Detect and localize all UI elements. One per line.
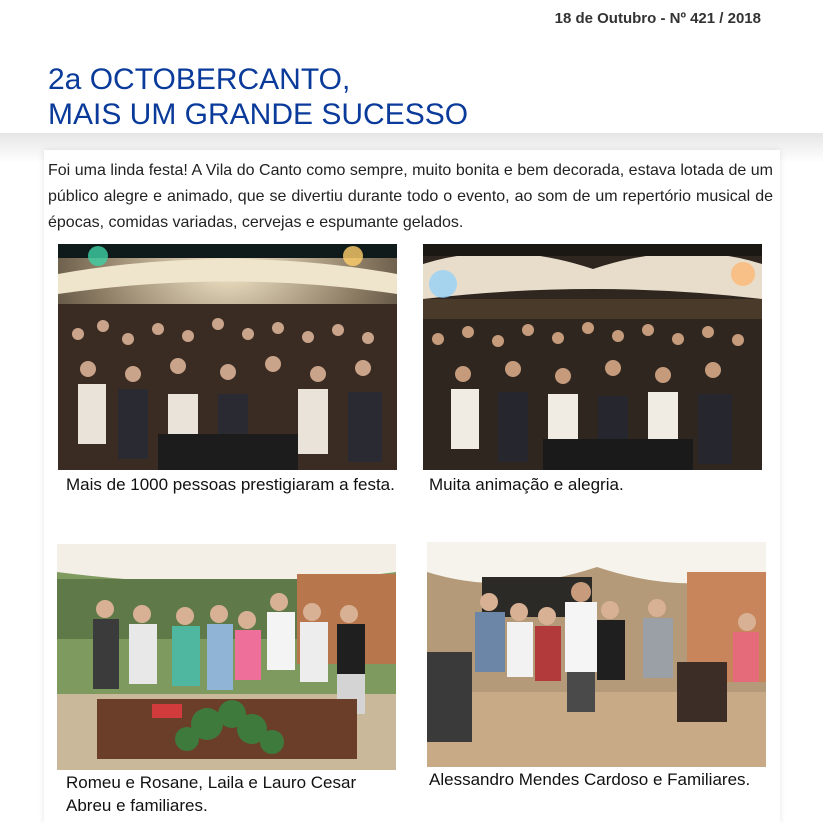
photo-family-romeu [57,544,396,770]
article-title [48,62,468,132]
article-title-line-2: MAIS UM GRANDE SUCESSO [48,98,469,131]
photo-caption-2: Muita animação e alegria. [429,475,624,494]
photo-caption-1: Mais de 1000 pessoas prestigiaram a festa. [66,475,395,494]
article-intro: Foi uma linda festa! A Vila do Canto como sempre, muito bonita e bem decorada, estava lotada de um público alegre e animado, que se divertiu durante todo o evento, ao som de um repertório musical de épocas, comidas variadas, cervejas e espumante gelados. [48,162,773,231]
photo-crowd-1 [58,244,397,470]
article-title-line-1: 2a OCTOBERCANTO, [48,63,351,96]
photo-crowd-2 [423,244,762,470]
photo-caption-3: Romeu e Rosane, Laila e Lauro Cesar Abreu e familiares. [66,773,357,815]
issue-date-number: 18 de Outubro - Nº 421 / 2018 [554,10,761,27]
photo-caption-4: Alessandro Mendes Cardoso e Familiares. [429,770,751,789]
photo-family-alessandro [427,542,766,767]
